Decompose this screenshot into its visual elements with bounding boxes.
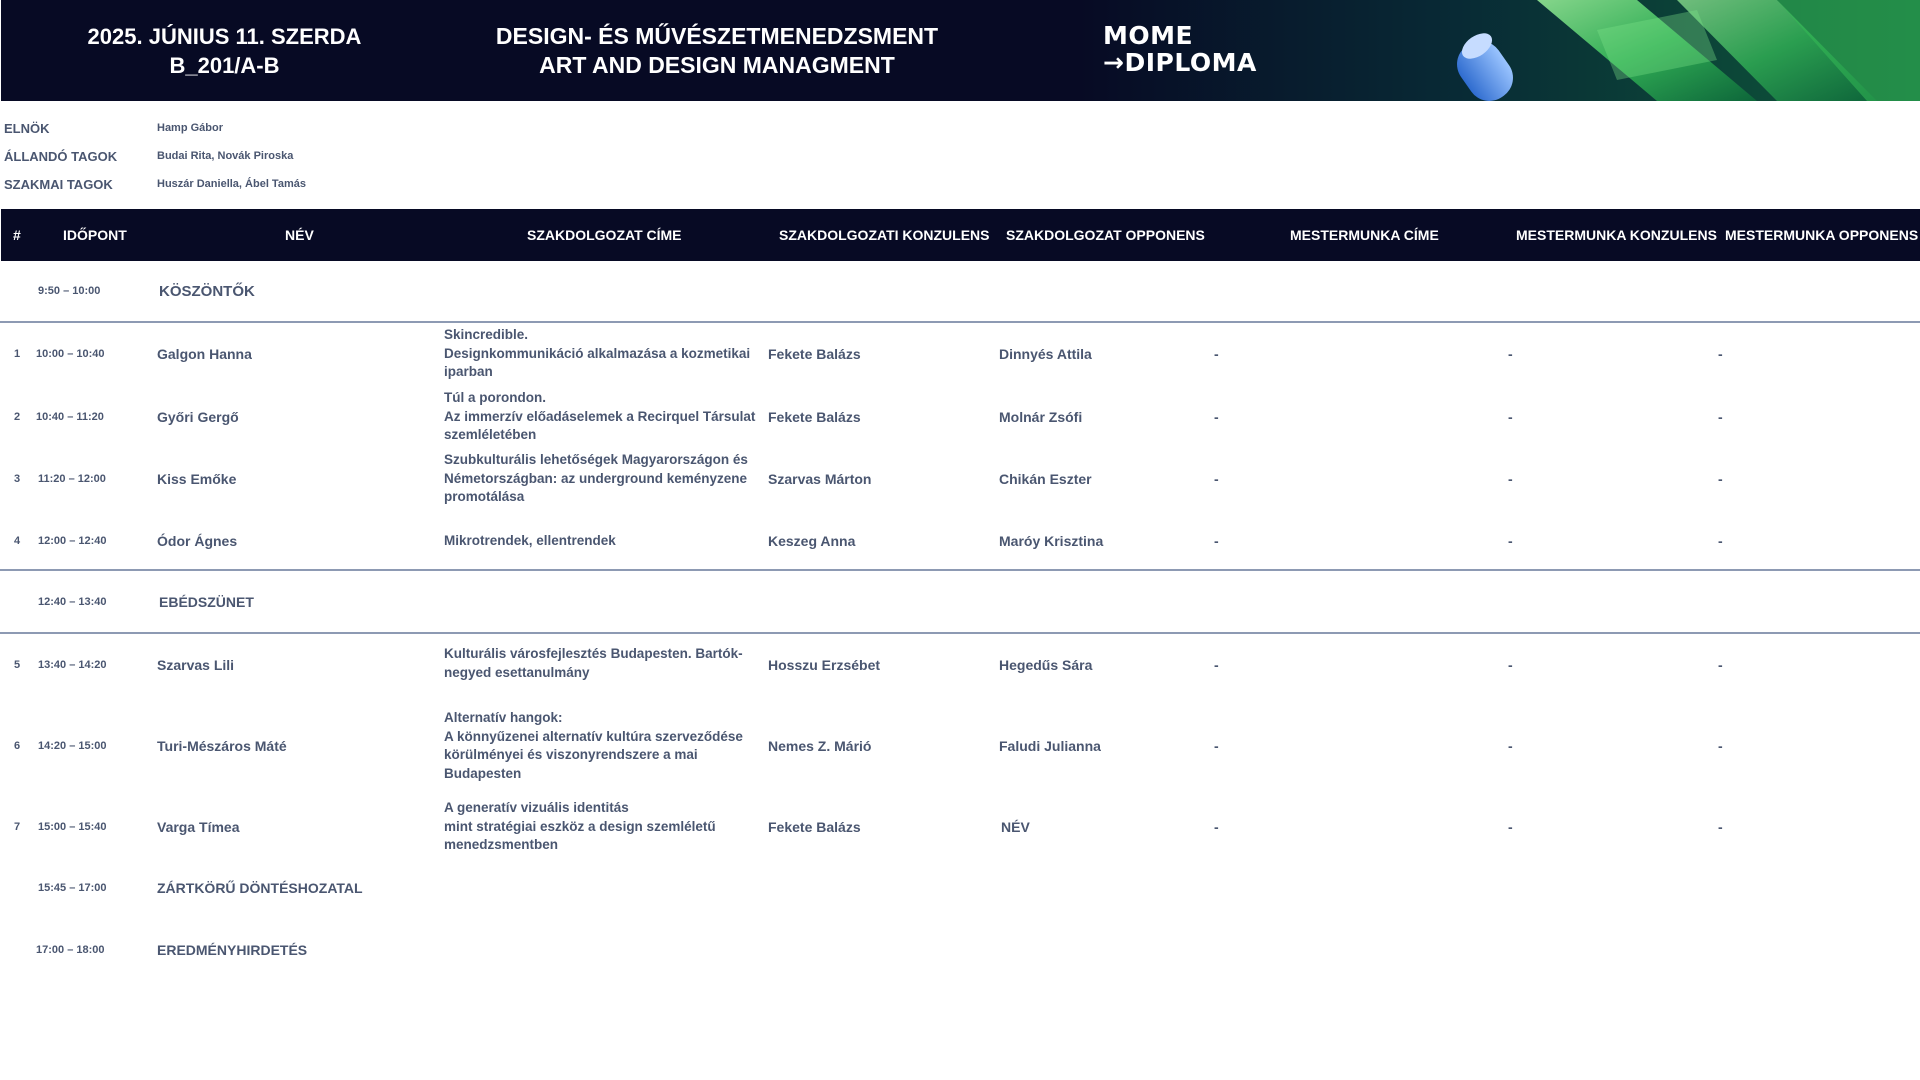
thesis-opponent: Dinnyés Attila: [999, 346, 1092, 362]
masterwork-title: -: [1214, 471, 1219, 487]
masterwork-consultant: -: [1508, 346, 1513, 362]
thesis-title: Mikrotrendek, ellentrendek: [444, 532, 616, 548]
masterwork-title: -: [1214, 657, 1219, 673]
masterwork-opponent: -: [1718, 738, 1723, 754]
masterwork-consultant: -: [1508, 471, 1513, 487]
mome-diploma-logo: MOME →DIPLOMA: [1103, 21, 1257, 77]
table-row: [0, 799, 1920, 855]
row-time: 13:40 – 14:20: [38, 659, 107, 671]
program-title-block: [447, 0, 987, 101]
thesis-consultant: Szarvas Márton: [768, 471, 872, 487]
row-number: 1: [14, 348, 21, 360]
student-name: Turi-Mészáros Máté: [157, 738, 287, 754]
committee-value: Hamp Gábor: [157, 122, 224, 134]
event-label: KÖSZÖNTŐK: [159, 282, 255, 300]
col-masterwork-consultant: MESTERMUNKA KONZULENS: [1516, 227, 1717, 243]
thesis-opponent: Chikán Eszter: [999, 471, 1092, 487]
masterwork-title: -: [1214, 409, 1219, 425]
row-number: 3: [14, 473, 21, 485]
masterwork-consultant: -: [1508, 533, 1513, 549]
table-row: [0, 389, 1920, 445]
thesis-consultant: Keszeg Anna: [768, 533, 856, 549]
exam-room: B_201/A-B: [169, 52, 280, 78]
col-thesis-opponent: SZAKDOLGOZAT OPPONENS: [1006, 227, 1205, 243]
row-time: 11:20 – 12:00: [38, 473, 106, 485]
col-masterwork-title: MESTERMUNKA CÍME: [1290, 227, 1439, 243]
row-time: 12:00 – 12:40: [38, 535, 107, 547]
thesis-title: Szubkulturális lehetőségek Magyarországon és Németországban: az underground keményzene promotálása: [444, 452, 748, 504]
event-row-results: [0, 935, 1920, 965]
event-label: EREDMÉNYHIRDETÉS: [157, 942, 308, 958]
masterwork-consultant: -: [1508, 819, 1513, 835]
student-name: Ódor Ágnes: [157, 533, 238, 549]
table-row: [0, 451, 1920, 507]
masterwork-consultant: -: [1508, 738, 1513, 754]
masterwork-opponent: -: [1718, 471, 1723, 487]
row-number: 6: [14, 740, 21, 752]
table-row: [0, 645, 1920, 685]
thesis-consultant: Fekete Balázs: [768, 409, 861, 425]
event-row-welcome: [0, 272, 1920, 310]
col-time: IDŐPONT: [63, 227, 127, 243]
row-number: 7: [14, 821, 21, 833]
thesis-title: Kulturális városfejlesztés Budapesten. Bartók-negyed esettanulmány: [444, 646, 743, 680]
schedule-table-header: [1, 209, 1920, 261]
thesis-opponent: Maróy Krisztina: [999, 533, 1104, 549]
committee-label: ELNÖK: [4, 120, 50, 136]
thesis-title: A generatív vizuális identitás mint stratégiai eszköz a design szemléletű menedzsmentben: [444, 800, 716, 852]
masterwork-title: -: [1214, 533, 1219, 549]
thesis-opponent: Molnár Zsófi: [999, 409, 1083, 425]
row-number: 2: [14, 411, 21, 423]
event-row-lunch: [0, 587, 1920, 617]
masterwork-title: -: [1214, 346, 1219, 362]
thesis-opponent: Hegedűs Sára: [999, 657, 1093, 673]
event-time: 17:00 – 18:00: [36, 944, 105, 956]
thesis-title: Túl a porondon. Az immerzív előadáselemek a Recirquel Társulat szemléletében: [444, 390, 756, 442]
student-name: Varga Tímea: [157, 819, 240, 835]
section-divider: [0, 569, 1920, 571]
thesis-consultant: Nemes Z. Márió: [768, 738, 872, 754]
thesis-opponent: NÉV: [1001, 819, 1030, 835]
exam-date: 2025. JÚNIUS 11. SZERDA: [87, 23, 362, 49]
col-thesis-title: SZAKDOLGOZAT CÍME: [527, 227, 682, 243]
masterwork-title: -: [1214, 738, 1219, 754]
col-number: #: [13, 227, 21, 243]
row-time: 10:00 – 10:40: [36, 348, 105, 360]
masterwork-opponent: -: [1718, 533, 1723, 549]
event-time: 15:45 – 17:00: [38, 882, 107, 894]
masterwork-opponent: -: [1718, 657, 1723, 673]
event-time: 12:40 – 13:40: [38, 596, 107, 608]
thesis-consultant: Fekete Balázs: [768, 346, 861, 362]
masterwork-consultant: -: [1508, 657, 1513, 673]
committee-label: ÁLLANDÓ TAGOK: [4, 148, 118, 164]
table-row: [0, 709, 1920, 783]
thesis-title: Alternatív hangok: A könnyűzenei alternatív kultúra szerveződése körülményei és viszonyrendszere a mai Budapesten: [444, 710, 743, 781]
row-time: 10:40 – 11:20: [36, 411, 104, 423]
row-number: 5: [14, 659, 21, 671]
masterwork-opponent: -: [1718, 346, 1723, 362]
masterwork-title: -: [1214, 819, 1219, 835]
student-name: Győri Gergő: [157, 409, 239, 425]
program-title-en: ART AND DESIGN MANAGMENT: [539, 51, 895, 78]
col-masterwork-opponent: MESTERMUNKA OPPONENS: [1725, 227, 1919, 243]
section-divider: [0, 632, 1920, 634]
row-time: 14:20 – 15:00: [38, 740, 107, 752]
section-divider: [0, 321, 1920, 323]
committee-value: Budai Rita, Novák Piroska: [157, 150, 294, 162]
student-name: Szarvas Lili: [157, 657, 235, 673]
col-thesis-consultant: SZAKDOLGOZATI KONZULENS: [779, 227, 990, 243]
col-name: NÉV: [285, 227, 314, 243]
page-header: [1, 0, 1920, 101]
row-number: 4: [14, 535, 21, 547]
thesis-consultant: Hosszu Erzsébet: [768, 657, 881, 673]
student-name: Galgon Hanna: [157, 346, 252, 362]
row-time: 15:00 – 15:40: [38, 821, 107, 833]
date-room-block: [2, 0, 447, 101]
table-row: [0, 326, 1920, 382]
masterwork-consultant: -: [1508, 409, 1513, 425]
table-row: [0, 526, 1920, 556]
masterwork-opponent: -: [1718, 409, 1723, 425]
event-time: 9:50 – 10:00: [38, 285, 101, 297]
committee-value: Huszár Daniella, Ábel Tamás: [157, 178, 306, 190]
program-title-hu: DESIGN- ÉS MŰVÉSZETMENEDZSMENT: [495, 22, 939, 49]
committee-label: SZAKMAI TAGOK: [4, 176, 113, 192]
event-label: ZÁRTKÖRŰ DÖNTÉSHOZATAL: [157, 880, 363, 896]
masterwork-opponent: -: [1718, 819, 1723, 835]
thesis-title: Skincredible. Designkommunikáció alkalmazása a kozmetikai iparban: [444, 327, 751, 379]
event-row-closed-decision: [0, 873, 1920, 903]
student-name: Kiss Emőke: [157, 471, 237, 487]
thesis-opponent: Faludi Julianna: [999, 738, 1101, 754]
event-label: EBÉDSZÜNET: [159, 594, 254, 610]
thesis-consultant: Fekete Balázs: [768, 819, 861, 835]
